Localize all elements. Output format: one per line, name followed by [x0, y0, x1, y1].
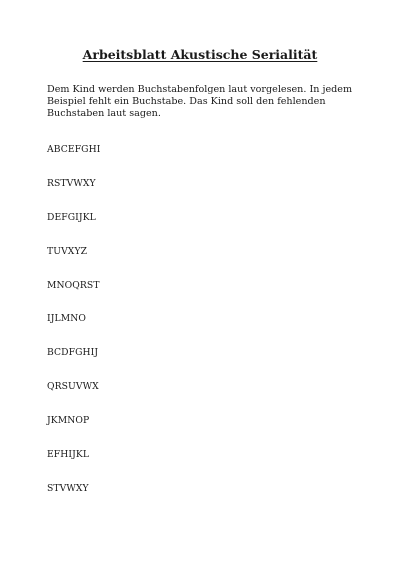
letter-sequence: TUVXYZ — [47, 245, 88, 257]
letter-sequence: STVWXY — [47, 482, 89, 494]
letter-sequence: QRSUVWX — [47, 381, 99, 393]
letter-sequence: IJLMNO — [47, 313, 86, 325]
letter-sequence: JKMNOP — [47, 415, 90, 427]
letter-sequence-list — [47, 144, 100, 517]
letter-sequence: ABCEFGHI — [47, 144, 101, 155]
page-title: Arbeitsblatt Akustische Serialität — [82, 47, 318, 62]
instructions-paragraph: Dem Kind werden Buchstabenfolgen laut vorgelesen. In jedem Beispiel fehlt ein Buchstabe. Das Kind soll den fehlenden Buchstaben laut sagen. — [47, 84, 353, 120]
letter-sequence: DEFGIJKL — [47, 211, 96, 223]
letter-sequence: BCDFGHIJ — [47, 347, 99, 359]
letter-sequence: RSTVWXY — [47, 177, 96, 189]
letter-sequence: MNOQRST — [47, 279, 100, 291]
letter-sequence: EFHIJKL — [47, 449, 90, 461]
